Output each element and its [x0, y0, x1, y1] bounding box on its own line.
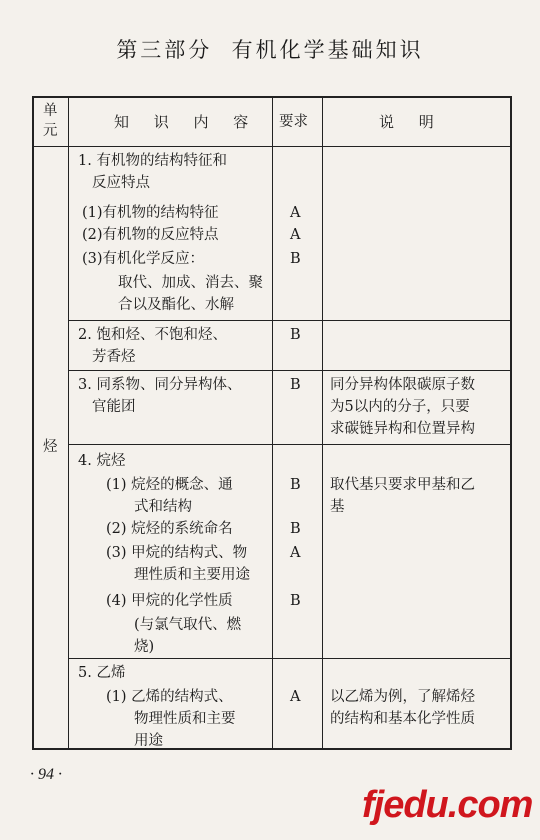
requirement-level: B [290, 327, 301, 343]
content-line: (2)有机物的反应特点 [82, 227, 219, 243]
site-watermark-logo: fjedu.com [362, 784, 533, 826]
row-divider [68, 320, 510, 321]
note-line: 取代基只要求甲基和乙 [330, 477, 475, 493]
content-line: 4. 烷烃 [78, 453, 126, 469]
note-line: 为5以内的分子，只要 [330, 399, 470, 415]
requirement-level: B [290, 521, 301, 537]
row-divider [68, 444, 510, 445]
content-line: (1)有机物的结构特征 [82, 205, 219, 221]
content-line: (1) 烷烃的概念、通 [106, 477, 233, 493]
content-line: 理性质和主要用途 [134, 567, 250, 583]
column-divider [68, 98, 69, 748]
content-line: 反应特点 [92, 175, 150, 191]
content-line: (与氯气取代、燃 [134, 617, 242, 633]
content-line: 取代、加成、消去、聚 [118, 275, 263, 291]
page-number: · 94 · [30, 766, 62, 783]
note-line: 基 [330, 499, 345, 515]
requirement-level: A [290, 205, 301, 221]
content-line: (4) 甲烷的化学性质 [106, 593, 233, 609]
requirement-level: B [290, 377, 301, 393]
unit-name: 烃 [43, 439, 58, 455]
content-line: 芳香烃 [92, 349, 136, 365]
column-divider [272, 98, 273, 748]
note-line: 以乙烯为例，了解烯烃 [330, 689, 475, 705]
header-content: 知 识 内 容 [114, 113, 259, 131]
requirement-level: B [290, 593, 301, 609]
content-line: 2. 饱和烃、不饱和烃、 [78, 327, 227, 343]
header-requirement: 要求 [279, 114, 308, 130]
header-unit: 单 [43, 103, 58, 119]
content-line: 式和结构 [134, 499, 192, 515]
requirement-level: B [290, 251, 301, 267]
requirement-level: A [290, 227, 301, 243]
content-line: (3) 甲烷的结构式、物 [106, 545, 248, 561]
content-line: 3. 同系物、同分异构体、 [78, 377, 242, 393]
content-line: (2) 烷烃的系统命名 [106, 521, 233, 537]
content-line: 1. 有机物的结构特征和 [78, 153, 227, 169]
row-divider [68, 658, 510, 659]
content-line: 合以及酯化、水解 [118, 297, 234, 313]
note-line: 的结构和基本化学性质 [330, 711, 475, 727]
content-line: 物理性质和主要 [134, 711, 236, 727]
content-line: (3)有机化学反应： [82, 251, 205, 267]
content-line: (1) 乙烯的结构式、 [106, 689, 233, 705]
knowledge-table [32, 96, 512, 750]
page-title: 第三部分 有机化学基础知识 [116, 38, 424, 62]
requirement-level: A [290, 689, 301, 705]
row-divider [68, 370, 510, 371]
requirement-level: B [290, 477, 301, 493]
note-line: 同分异构体限碳原子数 [330, 377, 475, 393]
row-divider [34, 146, 510, 147]
column-divider [322, 98, 323, 748]
content-line: 5. 乙烯 [78, 665, 126, 681]
requirement-level: A [290, 545, 301, 561]
header-unit: 元 [43, 123, 58, 139]
content-line: 用途 [134, 733, 163, 749]
content-line: 官能团 [92, 399, 136, 415]
header-note: 说 明 [379, 113, 444, 131]
note-line: 求碳链异构和位置异构 [330, 421, 475, 437]
content-line: 烧) [134, 639, 155, 655]
